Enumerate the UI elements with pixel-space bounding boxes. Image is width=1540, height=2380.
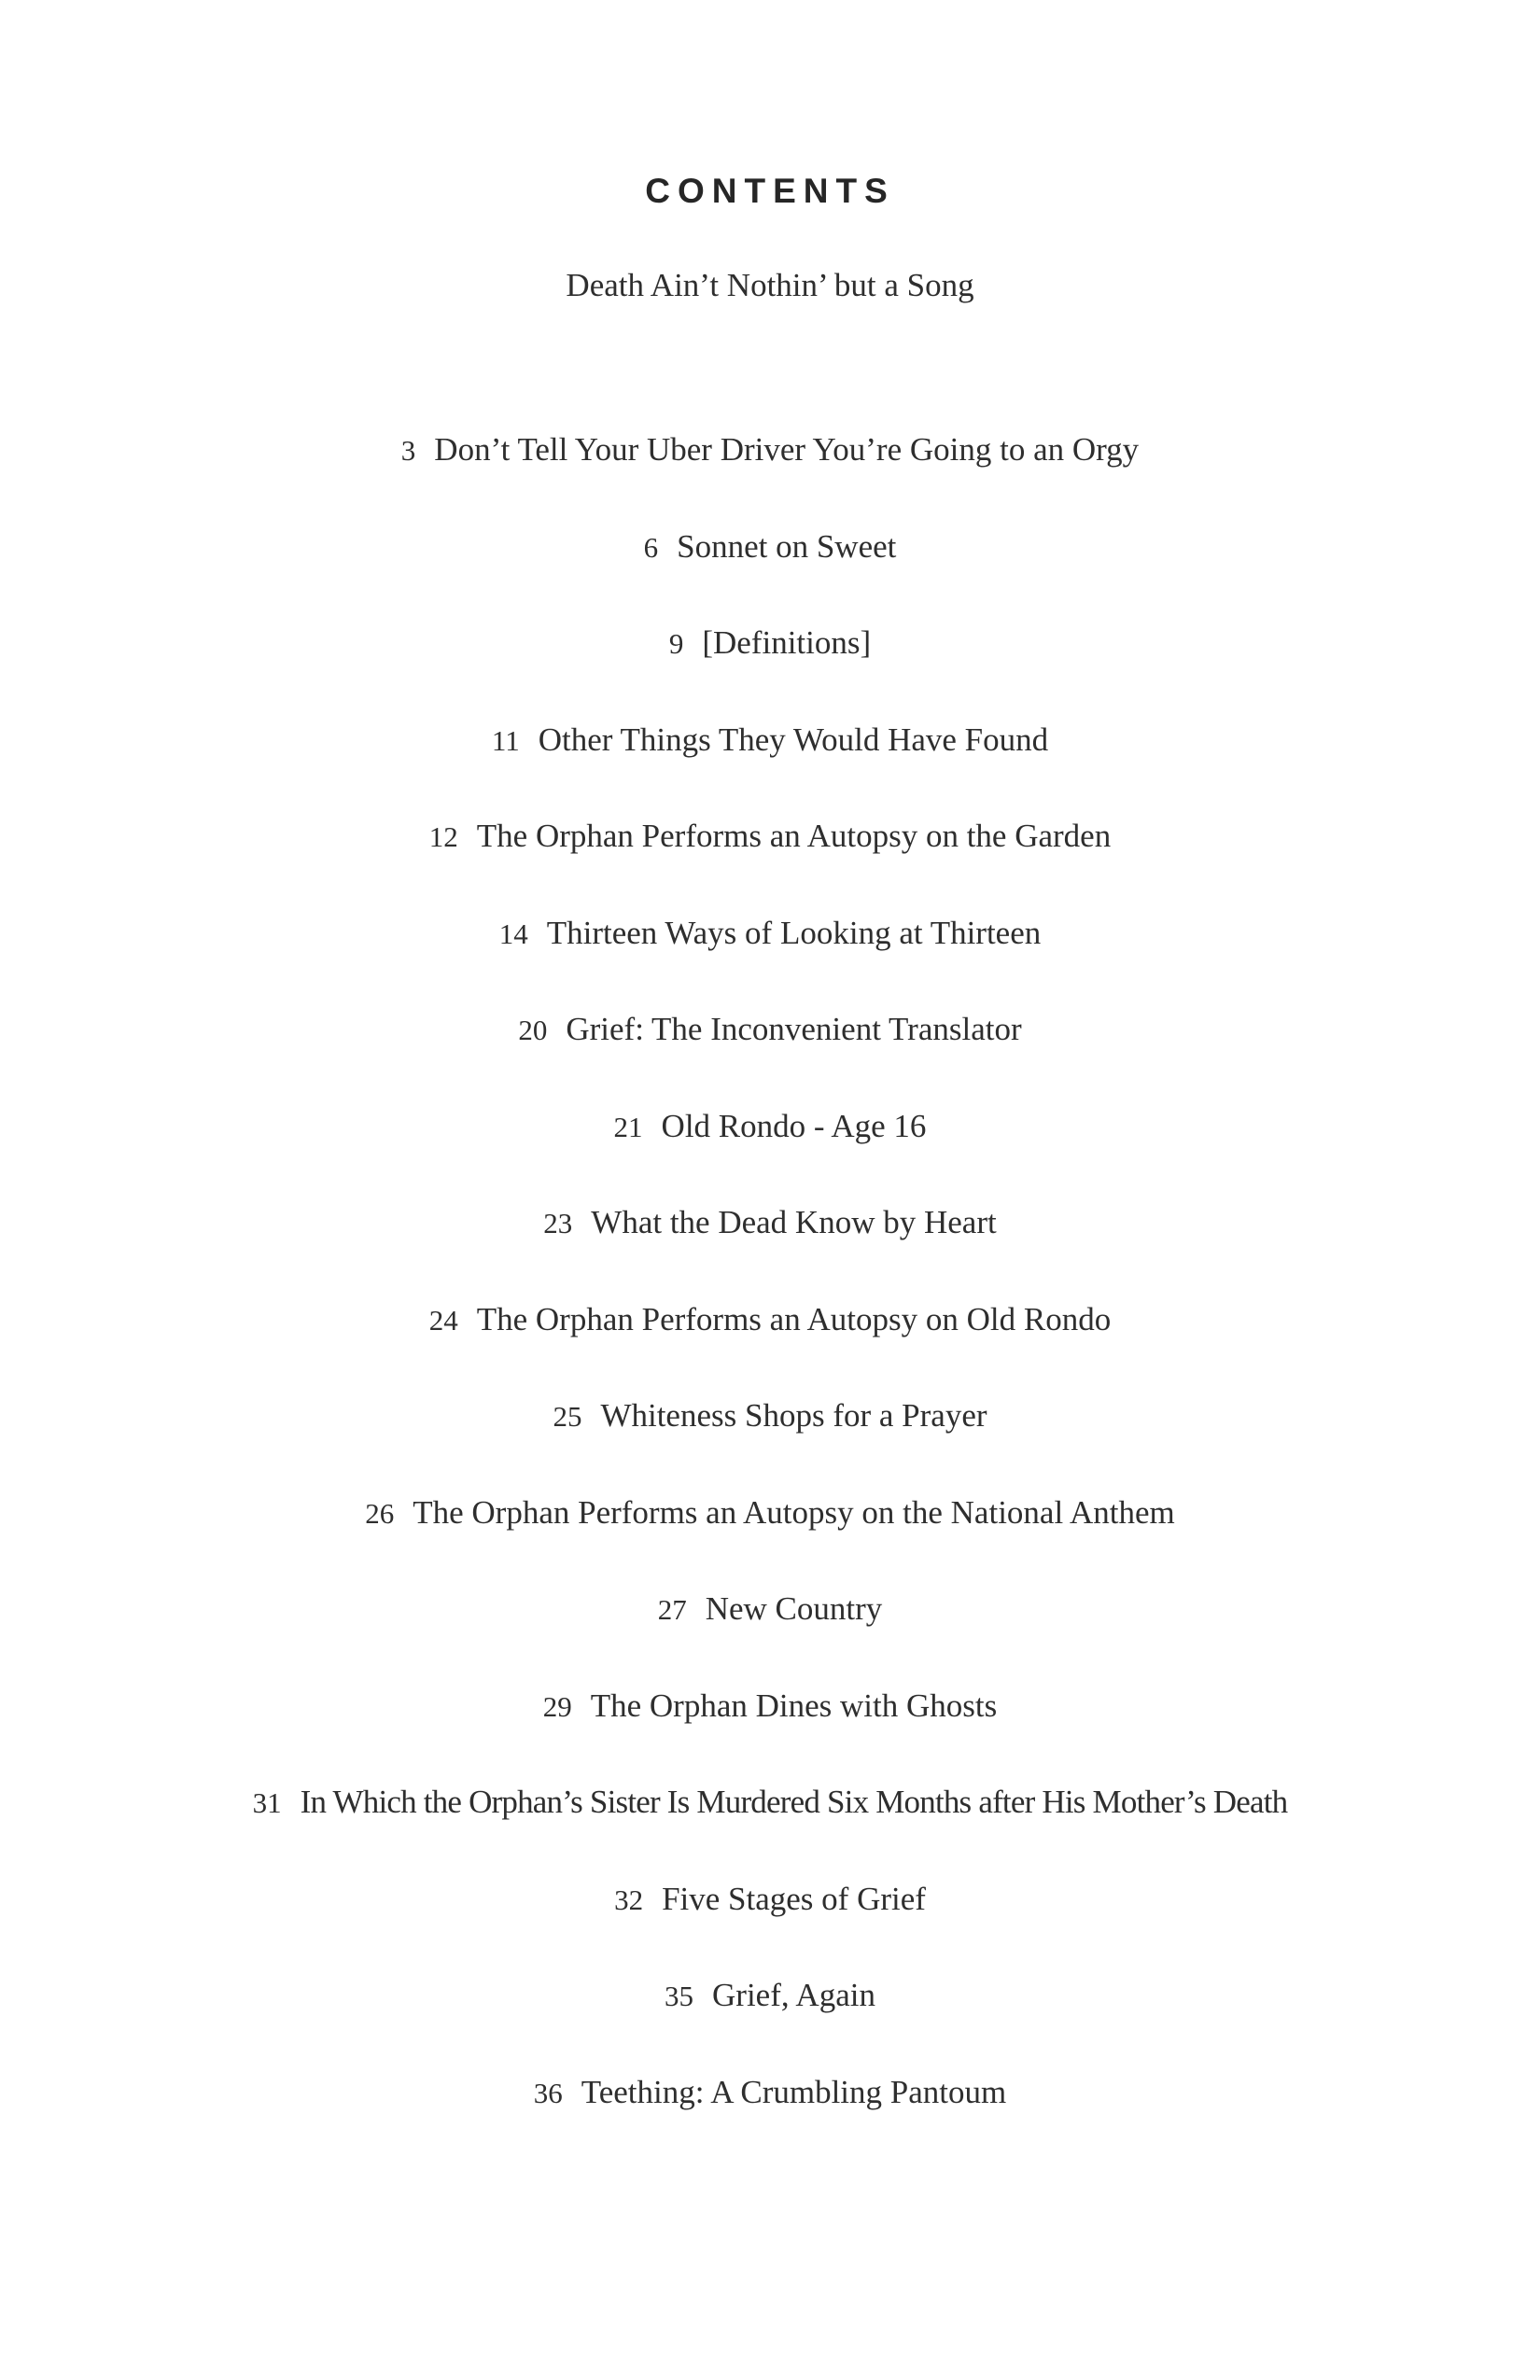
toc-page-number: 25 xyxy=(553,1400,582,1433)
toc-page-number: 6 xyxy=(643,530,659,564)
toc-list xyxy=(0,422,1540,2161)
toc-page-number: 27 xyxy=(657,1593,687,1626)
toc-title: What the Dead Know by Heart xyxy=(591,1204,997,1240)
toc-entry xyxy=(0,422,1540,519)
toc-title: Grief: The Inconvenient Translator xyxy=(566,1011,1022,1047)
toc-title: [Definitions] xyxy=(702,624,872,661)
toc-entry xyxy=(0,712,1540,809)
toc-title: Whiteness Shops for a Prayer xyxy=(600,1397,987,1434)
toc-entry xyxy=(0,1099,1540,1196)
toc-entry xyxy=(0,1774,1540,1871)
toc-entry xyxy=(0,1581,1540,1678)
section-title: Death Ain’t Nothin’ but a Song xyxy=(566,267,974,303)
toc-entry xyxy=(0,1292,1540,1389)
toc-page-number: 21 xyxy=(613,1110,643,1143)
toc-page-number: 12 xyxy=(428,820,458,853)
toc-page-number: 29 xyxy=(542,1689,572,1723)
toc-title: Teething: A Crumbling Pantoum xyxy=(581,2073,1007,2110)
toc-entry xyxy=(0,519,1540,616)
toc-page-number: 14 xyxy=(498,917,528,950)
toc-page-number: 11 xyxy=(491,723,520,757)
toc-page-number: 31 xyxy=(252,1786,282,1819)
toc-entry xyxy=(0,1678,1540,1775)
toc-page-number: 35 xyxy=(665,1980,694,2012)
toc-entry xyxy=(0,1388,1540,1485)
toc-title: Don’t Tell Your Uber Driver You’re Going to an Orgy xyxy=(434,431,1140,468)
toc-title: The Orphan Performs an Autopsy on the National Anthem xyxy=(413,1493,1175,1531)
toc-entry xyxy=(0,615,1540,712)
toc-page-number: 9 xyxy=(668,627,684,660)
toc-title: The Orphan Dines with Ghosts xyxy=(590,1687,998,1724)
toc-title: Five Stages of Grief xyxy=(662,1880,926,1917)
toc-entry xyxy=(0,1195,1540,1292)
toc-entry xyxy=(0,905,1540,1002)
toc-entry xyxy=(0,1001,1540,1099)
toc-title: Old Rondo - Age 16 xyxy=(661,1107,927,1144)
toc-page-number: 32 xyxy=(614,1883,644,1916)
toc-page-number: 3 xyxy=(400,434,416,467)
toc-title: New Country xyxy=(705,1590,883,1627)
page-heading: CONTENTS xyxy=(645,172,895,210)
toc-entry xyxy=(0,808,1540,905)
toc-title: Thirteen Ways of Looking at Thirteen xyxy=(546,914,1042,951)
toc-entry xyxy=(0,1967,1540,2065)
toc-page-number: 36 xyxy=(533,2076,563,2109)
toc-title: Other Things They Would Have Found xyxy=(538,721,1049,758)
toc-entry xyxy=(0,1871,1540,1968)
toc-title: The Orphan Performs an Autopsy on Old Rondo xyxy=(476,1300,1112,1337)
toc-title: Sonnet on Sweet xyxy=(677,527,897,565)
toc-title: The Orphan Performs an Autopsy on the Garden xyxy=(476,818,1112,854)
toc-title: Grief, Again xyxy=(712,1977,875,2013)
toc-page-number: 20 xyxy=(518,1014,548,1046)
toc-page-number: 26 xyxy=(365,1496,395,1530)
toc-entry xyxy=(0,2065,1540,2162)
toc-page-number: 23 xyxy=(543,1207,573,1239)
toc-entry xyxy=(0,1485,1540,1582)
toc-page-number: 24 xyxy=(428,1303,458,1337)
toc-title: In Which the Orphan’s Sister Is Murdered Six Months after His Mother’s Death xyxy=(300,1784,1288,1820)
